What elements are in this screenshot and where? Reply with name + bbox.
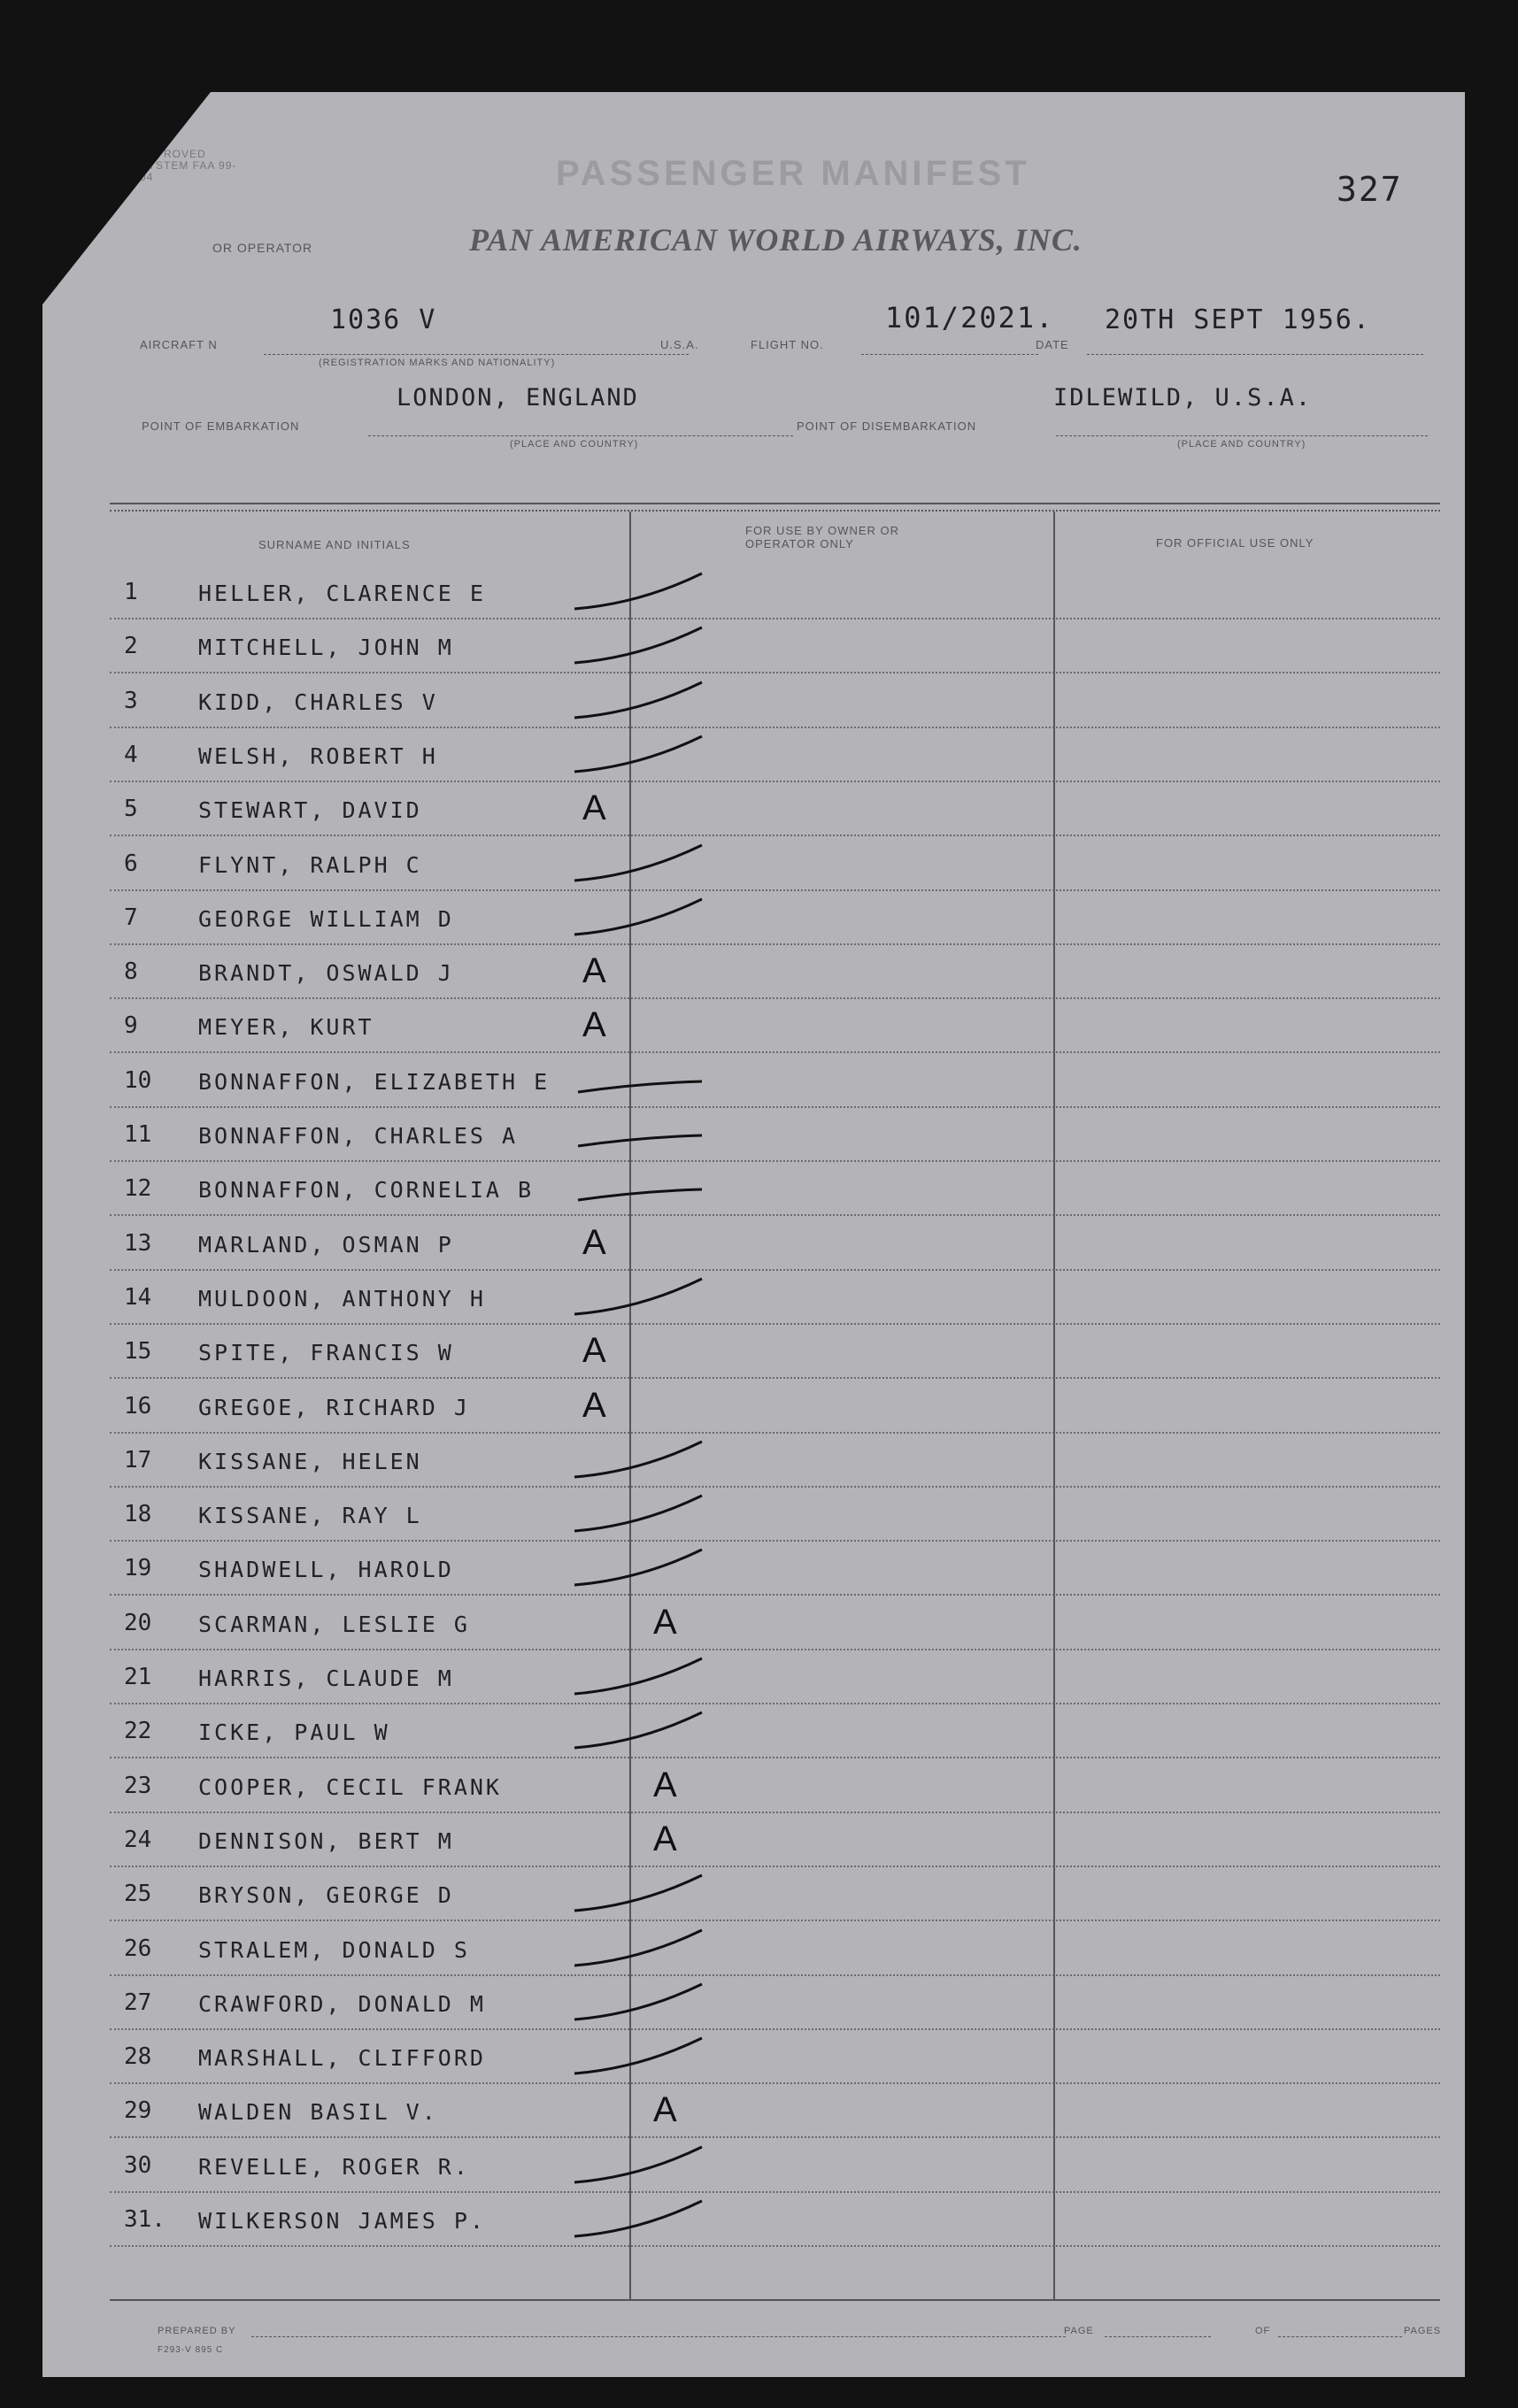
passenger-number: 9 (124, 1012, 138, 1040)
manifest-sheet (42, 92, 1465, 2377)
passenger-number: 12 (124, 1175, 152, 1203)
mark-a-handwritten: A (582, 1005, 606, 1045)
row-divider (110, 618, 1440, 619)
check-stroke-icon (569, 2138, 728, 2191)
passenger-name: HARRIS, CLAUDE M (198, 1666, 454, 1691)
check-stroke-icon (569, 2192, 728, 2245)
row-divider (110, 1540, 1440, 1542)
row-divider (110, 727, 1440, 728)
passenger-row (42, 1112, 1465, 1166)
disembarkation-sublabel: (PLACE AND COUNTRY) (1177, 439, 1306, 450)
passenger-row (42, 1329, 1465, 1382)
row-divider (110, 2082, 1440, 2084)
page-label: PAGE (1064, 2326, 1094, 2336)
passenger-name: COOPER, CECIL FRANK (198, 1773, 502, 1800)
check-stroke-icon (569, 1433, 728, 1486)
embarkation-sublabel: (PLACE AND COUNTRY) (510, 439, 639, 450)
passenger-row (42, 1166, 1465, 1219)
passenger-row (42, 624, 1465, 677)
form-number: F293-V 895 C (158, 2345, 224, 2355)
row-divider (110, 1919, 1440, 1921)
mark-a-handwritten: A (653, 2090, 677, 2130)
passenger-number: 23 (124, 1772, 152, 1799)
passenger-number: 19 (124, 1555, 152, 1582)
passenger-row (42, 1384, 1465, 1437)
passenger-row (42, 679, 1465, 732)
row-divider (110, 1377, 1440, 1379)
passenger-number: 25 (124, 1881, 152, 1908)
date-value: 20TH SEPT 1956. (1105, 304, 1371, 335)
row-divider (110, 997, 1440, 999)
dash-mark-icon (569, 1161, 728, 1214)
passenger-number: 10 (124, 1066, 152, 1094)
check-stroke-icon (569, 673, 728, 727)
passenger-row (42, 2197, 1465, 2250)
operator-name: PAN AMERICAN WORLD AIRWAYS, INC. (469, 222, 1083, 258)
check-stroke-icon (569, 1650, 728, 1703)
passenger-row (42, 733, 1465, 786)
row-divider (110, 1812, 1440, 1813)
check-stroke-icon (569, 1270, 728, 1323)
disembarkation-value: IDLEWILD, U.S.A. (1053, 384, 1313, 412)
aircraft-sublabel: (REGISTRATION MARKS AND NATIONALITY) (319, 358, 556, 368)
flight-label: FLIGHT NO. (751, 338, 824, 351)
aircraft-label: AIRCRAFT N (140, 338, 218, 351)
row-divider (110, 2191, 1440, 2193)
passenger-row (42, 570, 1465, 623)
row-divider (110, 943, 1440, 945)
passenger-name: FLYNT, RALPH C (198, 851, 422, 878)
passenger-number: 11 (124, 1121, 152, 1148)
passenger-row (42, 896, 1465, 949)
passenger-name: DENNISON, BERT M (198, 1827, 454, 1854)
passenger-number: 13 (124, 1229, 152, 1257)
row-divider (110, 1269, 1440, 1271)
passenger-number: 29 (124, 2097, 152, 2125)
check-stroke-icon (569, 2029, 728, 2082)
passenger-name: REVELLE, ROGER R. (198, 2153, 470, 2180)
aircraft-country: U.S.A. (660, 338, 699, 351)
check-stroke-icon (569, 1975, 728, 2028)
passenger-row (42, 1655, 1465, 1708)
row-divider (110, 1160, 1440, 1162)
mark-a-handwritten: A (582, 1222, 606, 1262)
passenger-row (42, 2089, 1465, 2142)
row-divider (110, 1051, 1440, 1053)
pages-label: PAGES (1404, 2326, 1442, 2336)
passenger-number: 28 (124, 2043, 152, 2071)
row-divider (110, 1974, 1440, 1976)
passenger-row (42, 787, 1465, 840)
row-divider (110, 835, 1440, 836)
passenger-name: STEWART, DAVID (198, 797, 422, 824)
check-stroke-icon (569, 1541, 728, 1594)
passenger-row (42, 1438, 1465, 1491)
owner-label: OR OPERATOR (212, 241, 313, 255)
passenger-row (42, 1981, 1465, 2034)
passenger-name: MARLAND, OSMAN P (198, 1231, 454, 1258)
passenger-name: MITCHELL, JOHN M (198, 635, 454, 661)
passenger-number: 18 (124, 1501, 152, 1528)
check-stroke-icon (569, 836, 728, 889)
passenger-name: GEORGE WILLIAM D (198, 905, 454, 932)
row-divider (110, 2136, 1440, 2138)
mark-a-handwritten: A (653, 1602, 677, 1642)
passenger-name: HELLER, CLARENCE E (198, 581, 486, 606)
row-divider (110, 1703, 1440, 1704)
check-stroke-icon (569, 1487, 728, 1540)
passenger-row (42, 1004, 1465, 1057)
passenger-number: 6 (124, 850, 138, 877)
row-divider (110, 1106, 1440, 1108)
passenger-number: 30 (124, 2151, 152, 2179)
passenger-number: 15 (124, 1338, 152, 1366)
passenger-number: 22 (124, 1718, 152, 1745)
row-divider (110, 781, 1440, 782)
date-label: DATE (1036, 338, 1069, 351)
passenger-name: KISSANE, HELEN (198, 1448, 422, 1474)
approval-stamp: APPROVED SYSTEM FAA 99-04 (140, 148, 237, 183)
passenger-name: SHADWELL, HAROLD (198, 1557, 454, 1583)
passenger-number: 14 (124, 1283, 152, 1311)
aircraft-value: 1036 V (330, 304, 437, 335)
passenger-name: WALDEN BASIL V. (198, 2099, 438, 2126)
passenger-row (42, 1275, 1465, 1328)
row-divider (110, 1432, 1440, 1434)
form-title: PASSENGER MANIFEST (556, 154, 1030, 193)
passenger-name: KISSANE, RAY L (198, 1503, 422, 1529)
row-divider (110, 1866, 1440, 1867)
row-divider (110, 1486, 1440, 1488)
passenger-row (42, 1058, 1465, 1112)
passenger-number: 8 (124, 958, 138, 986)
passenger-name: SPITE, FRANCIS W (198, 1340, 454, 1366)
passenger-name: STRALEM, DONALD S (198, 1936, 470, 1963)
passenger-number: 21 (124, 1664, 152, 1690)
disembarkation-label: POINT OF DISEMBARKATION (797, 419, 977, 433)
check-stroke-icon (569, 565, 728, 618)
passenger-name: BONNAFFON, CORNELIA B (198, 1177, 535, 1204)
row-divider (110, 889, 1440, 891)
row-divider (110, 1323, 1440, 1325)
passenger-number: 31. (124, 2206, 166, 2233)
passenger-name: SCARMAN, LESLIE G (198, 1611, 470, 1637)
col-name-header: SURNAME AND INITIALS (258, 538, 411, 551)
mark-a-handwritten: A (582, 789, 606, 828)
passenger-row (42, 950, 1465, 1003)
row-divider (110, 1594, 1440, 1596)
row-divider (110, 1214, 1440, 1216)
passenger-name: BONNAFFON, ELIZABETH E (198, 1068, 551, 1095)
row-divider (110, 1757, 1440, 1758)
passenger-number: 3 (124, 687, 138, 714)
passenger-number: 24 (124, 1826, 152, 1853)
passenger-row (42, 1764, 1465, 1817)
passenger-name: BRANDT, OSWALD J (198, 960, 454, 987)
passenger-number: 26 (124, 1935, 152, 1962)
passenger-row (42, 2035, 1465, 2088)
passenger-number: 17 (124, 1446, 152, 1473)
passenger-number: 2 (124, 633, 138, 660)
passenger-number: 5 (124, 796, 138, 823)
prepared-by-label: PREPARED BY (158, 2326, 236, 2336)
mark-a-handwritten: A (582, 1385, 606, 1425)
passenger-row (42, 1221, 1465, 1274)
passenger-name: MARSHALL, CLIFFORD (198, 2045, 486, 2072)
check-stroke-icon (569, 727, 728, 781)
passenger-row (42, 1818, 1465, 1871)
check-stroke-icon (569, 1921, 728, 1974)
check-stroke-icon (569, 1704, 728, 1757)
passenger-number: 27 (124, 1989, 152, 2016)
dash-mark-icon (569, 1053, 728, 1106)
passenger-name: KIDD, CHARLES V (198, 689, 438, 715)
passenger-row (42, 1872, 1465, 1925)
passenger-number: 4 (124, 741, 138, 768)
passenger-row (42, 1492, 1465, 1545)
embarkation-value: LONDON, ENGLAND (397, 384, 639, 412)
row-divider (110, 2245, 1440, 2247)
passenger-number: 7 (124, 904, 138, 931)
page-number: 327 (1337, 170, 1403, 209)
passenger-name: BRYSON, GEORGE D (198, 1882, 454, 1909)
passenger-name: WILKERSON JAMES P. (198, 2208, 486, 2234)
mark-a-handwritten: A (582, 1331, 606, 1371)
passenger-number: 20 (124, 1609, 152, 1636)
passenger-number: 16 (124, 1392, 152, 1419)
mark-a-handwritten: A (582, 951, 606, 991)
check-stroke-icon (569, 890, 728, 943)
col-official-header: FOR OFFICIAL USE ONLY (1156, 536, 1314, 550)
passenger-name: MULDOON, ANTHONY H (198, 1285, 486, 1312)
passenger-row (42, 1546, 1465, 1599)
mark-a-handwritten: A (653, 1765, 677, 1804)
passenger-row (42, 842, 1465, 895)
embarkation-label: POINT OF EMBARKATION (142, 419, 300, 433)
passenger-name: BONNAFFON, CHARLES A (198, 1123, 519, 1149)
check-stroke-icon (569, 1866, 728, 1919)
passenger-name: MEYER, KURT (198, 1014, 374, 1041)
passenger-name: GREGOE, RICHARD J (198, 1394, 470, 1420)
passenger-name: WELSH, ROBERT H (198, 742, 438, 769)
row-divider (110, 2028, 1440, 2030)
passenger-name: CRAWFORD, DONALD M (198, 1990, 486, 2017)
passenger-number: 1 (124, 579, 138, 605)
passenger-row (42, 1927, 1465, 1980)
dash-mark-icon (569, 1107, 728, 1160)
of-label: OF (1255, 2326, 1271, 2336)
passenger-name: ICKE, PAUL W (198, 1719, 390, 1746)
passenger-row (42, 2143, 1465, 2196)
flight-value: 101/2021. (885, 301, 1055, 335)
torn-corner (42, 92, 211, 304)
check-stroke-icon (569, 619, 728, 672)
row-divider (110, 672, 1440, 673)
row-divider (110, 1649, 1440, 1650)
passenger-row (42, 1709, 1465, 1762)
mark-a-handwritten: A (653, 1819, 677, 1858)
passenger-row (42, 1601, 1465, 1654)
col-owner-header: FOR USE BY OWNER OR OPERATOR ONLY (745, 524, 900, 550)
